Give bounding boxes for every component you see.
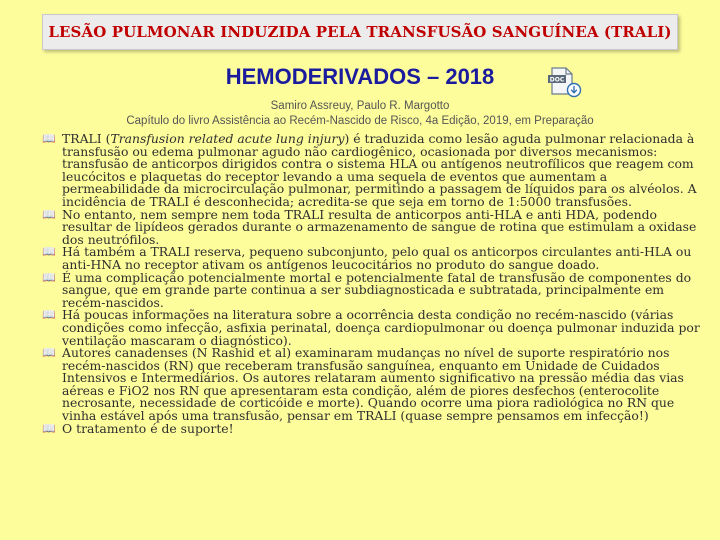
book-bullet-icon: 📖 — [42, 132, 56, 145]
list-item — [42, 133, 702, 209]
bullet-text: Há também a TRALI reserva, pequeno subconjunto, pelo qual os anticorpos circulantes anti-HLA ou anti-HNA no receptor ativam os antígenos leucocitários no produto do sangue doado. — [62, 244, 692, 272]
book-bullet-icon: 📖 — [42, 421, 56, 435]
bullet-text: No entanto, nem sempre nem toda TRALI resulta de anticorpos anti-HLA e anti HDA, podendo resultar de lipídeos gerados durante o armazenamento de sangue de rotina que estimulam a oxidase dos neutrófilos. — [62, 206, 697, 247]
list-item — [42, 269, 702, 310]
bullet-text: É uma complicação potencialmente mortal e potencialmente fatal de transfusão de componentes do sangue, que em grande parte continua a ser subdiagnosticada e subtratada, principalmente em recém-nascidos. — [62, 269, 692, 310]
bullet-text: O tratamento é de suporte! — [62, 420, 234, 436]
book-bullet-icon: 📖 — [42, 308, 56, 322]
chapter-line: Capítulo do livro Assistência ao Recém-Nascido de Risco, 4a Edição, 2019, em Preparação — [126, 115, 594, 127]
doc-download-icon[interactable] — [546, 66, 582, 98]
bullet-text-pre: TRALI ( — [62, 131, 111, 146]
list-item — [42, 309, 702, 347]
list-item — [42, 420, 702, 436]
list-item — [42, 347, 702, 423]
bullet-text-post: ) é traduzida como lesão aguda pulmonar relacionada à transfusão ou edema pulmonar agudo não cardiogênico, ocasionada por diversos mecanismos: transfusão de anticorpos dirigidos contra o sistema HLA ou antígenos neutrofílicos que reagem com leucócitos e plaquetas do receptor levando a uma sequela de eventos que aumentam a permeabilidade da microcirculação pulmonar, permitindo a passagem de líquidos para os alvéolos. A incidência de TRALI é desconhecida; acredita-se que seja em torno de 1:5000 transfusões. — [62, 131, 697, 209]
book-bullet-icon: 📖 — [42, 270, 56, 284]
bullet-text-italic: Transfusion related acute lung injury — [110, 131, 345, 146]
title-banner — [42, 14, 678, 50]
list-item — [42, 206, 702, 247]
book-bullet-icon: 📖 — [42, 245, 56, 259]
heading-row — [0, 64, 720, 90]
authors-line: Samiro Assreuy, Paulo R. Margotto — [270, 100, 450, 112]
section-heading: HEMODERIVADOS – 2018 — [225, 64, 495, 89]
bullet-text: Há poucas informações na literatura sobre a ocorrência desta condição no recém-nascido (várias condições como infecção, asfixia perinatal, doença cardiopulmonar ou doença pulmonar induzida por ventilação mascaram o diagnóstico). — [62, 307, 700, 348]
list-item — [42, 246, 702, 271]
bullet-list — [42, 133, 702, 435]
book-bullet-icon: 📖 — [42, 207, 56, 221]
slide-title: LESÃO PULMONAR INDUZIDA PELA TRANSFUSÃO SANGUÍNEA (TRALI) — [48, 23, 672, 41]
bullet-text: Autores canadenses (N Rashid et al) examinaram mudanças no nível de suporte respiratório nos recém-nascidos (RN) que receberam transfusão sanguínea, enquanto em Unidade de Cuidados Intensivos e Intermediários. Os autores relataram aumento significativo na pressão média das vias aéreas e FiO2 nos RN que apresentaram esta condição, além de piores desfechos (enterocolite necrosante, necessidade de corticóide e morte). Quando ocorre uma piora radiológica no RN que vinha estável após uma transfusão, pensar em TRALI (quase sempre pensamos em infecção!) — [62, 345, 684, 424]
book-bullet-icon: 📖 — [42, 346, 56, 360]
doc-icon-label: DOC — [549, 76, 565, 84]
